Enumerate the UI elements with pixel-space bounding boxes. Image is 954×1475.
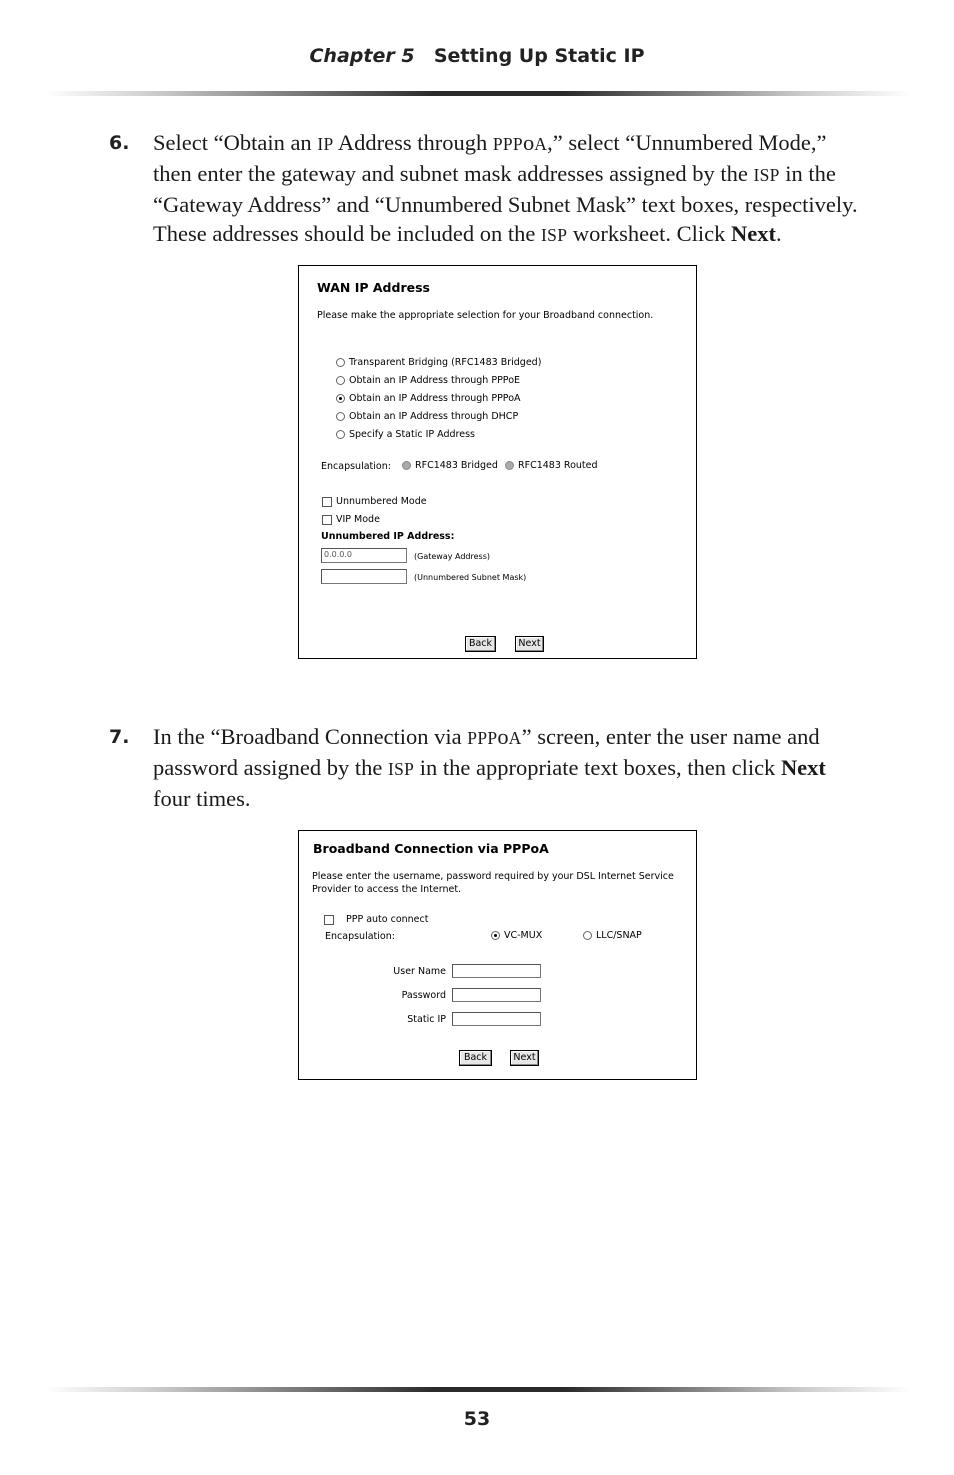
wan-option-pppoa[interactable]: Obtain an IP Address through PPPoA [336,392,521,405]
bold-term: Next [730,221,776,246]
step-6-line: “Gateway Address” and “Unnumbered Subnet Mask” text boxes, respectively. [153,192,858,217]
radio-icon[interactable] [336,358,345,367]
wan-ip-screenshot [298,265,697,659]
wan-option-transparent-bridging[interactable]: Transparent Bridging (RFC1483 Bridged) [336,356,541,369]
chapter-label: Chapter 5 [309,45,415,67]
unnumbered-subnet-mask-hint: (Unnumbered Subnet Mask) [414,573,527,582]
radio-icon[interactable] [336,430,345,439]
wan-unnumbered-ip-label: Unnumbered IP Address: [321,531,455,542]
wan-option-pppoe[interactable]: Obtain an IP Address through PPPoE [336,374,520,387]
small-caps-term: A [534,134,548,154]
wan-encap-rfc1483-bridged[interactable]: RFC1483 Bridged [402,459,498,472]
gateway-address-hint: (Gateway Address) [414,552,490,561]
small-caps-term: ISP [753,165,780,185]
wan-vip-mode[interactable]: VIP Mode [322,513,380,526]
small-caps-term: PPP [467,728,498,748]
small-caps-term: ISP [541,225,568,245]
wan-option-dhcp[interactable]: Obtain an IP Address through DHCP [336,410,518,423]
checkbox-icon[interactable] [322,515,332,525]
radio-disabled-icon [505,461,514,470]
static-ip-input[interactable] [452,1012,541,1026]
radio-selected-icon[interactable] [336,394,345,403]
radio-icon[interactable] [336,412,345,421]
header-rule [45,91,911,96]
pppoa-intro-line-2: Provider to access the Internet. [312,884,462,895]
wan-intro: Please make the appropriate selection for your Broadband connection. [317,310,654,321]
small-caps-term: ISP [387,759,415,779]
ppp-auto-connect[interactable]: PPP auto connect [324,913,428,926]
unnumbered-subnet-mask-input[interactable] [321,569,407,584]
small-caps-term: A [508,728,522,748]
small-caps-term: IP [317,134,334,154]
password-input[interactable] [452,988,541,1002]
wan-encap-rfc1483-routed[interactable]: RFC1483 Routed [505,459,598,472]
pppoa-title: Broadband Connection via PPPoA [313,841,549,856]
checkbox-icon[interactable] [324,915,334,925]
next-button[interactable]: Next [510,1050,539,1066]
user-name-label: User Name [393,966,446,977]
bold-term: Next [780,755,826,780]
step-7-line: four times. [153,786,251,811]
page-number: 53 [463,1408,491,1430]
user-name-input[interactable] [452,964,541,978]
step-7-text [153,722,913,813]
pppoa-intro-line-1: Please enter the username, password required by your DSL Internet Service [312,871,674,882]
wan-encapsulation-label: Encapsulation: [321,461,391,472]
wan-unnumbered-mode[interactable]: Unnumbered Mode [322,495,427,508]
pppoa-encapsulation-label: Encapsulation: [325,931,395,942]
step-7-number: 7. [109,726,130,748]
running-header [0,45,954,67]
step-6-line: These addresses should be included on the ISP worksheet. Click Next. [153,221,782,246]
radio-icon[interactable] [583,931,592,940]
radio-disabled-icon [402,461,411,470]
small-caps-term: PPP [492,134,523,154]
step-6-line: then enter the gateway and subnet mask addresses assigned by the ISP in the [153,161,836,186]
wan-option-static-ip[interactable]: Specify a Static IP Address [336,428,475,441]
step-6-line: Select “Obtain an IP Address through PPPoA,” select “Unnumbered Mode,” [153,130,827,155]
step-7-line: In the “Broadband Connection via PPPoA” screen, enter the user name and [153,724,820,749]
chapter-title: Setting Up Static IP [433,45,645,67]
back-button[interactable]: Back [465,636,496,652]
step-6-number: 6. [109,132,130,154]
radio-selected-icon[interactable] [491,931,500,940]
checkbox-icon[interactable] [322,497,332,507]
back-button[interactable]: Back [459,1050,492,1066]
step-7-line: password assigned by the ISP in the appropriate text boxes, then click Next [153,755,826,780]
wan-title: WAN IP Address [317,280,430,295]
gateway-address-input[interactable]: 0.0.0.0 [321,548,407,563]
password-label: Password [401,990,446,1001]
footer-rule [45,1387,911,1392]
radio-icon[interactable] [336,376,345,385]
encap-vc-mux[interactable]: VC-MUX [491,929,542,942]
pppoa-screenshot [298,830,697,1080]
encap-llc-snap[interactable]: LLC/SNAP [583,929,642,942]
static-ip-label: Static IP [407,1014,446,1025]
step-6-text [153,128,913,250]
next-button[interactable]: Next [515,636,544,652]
